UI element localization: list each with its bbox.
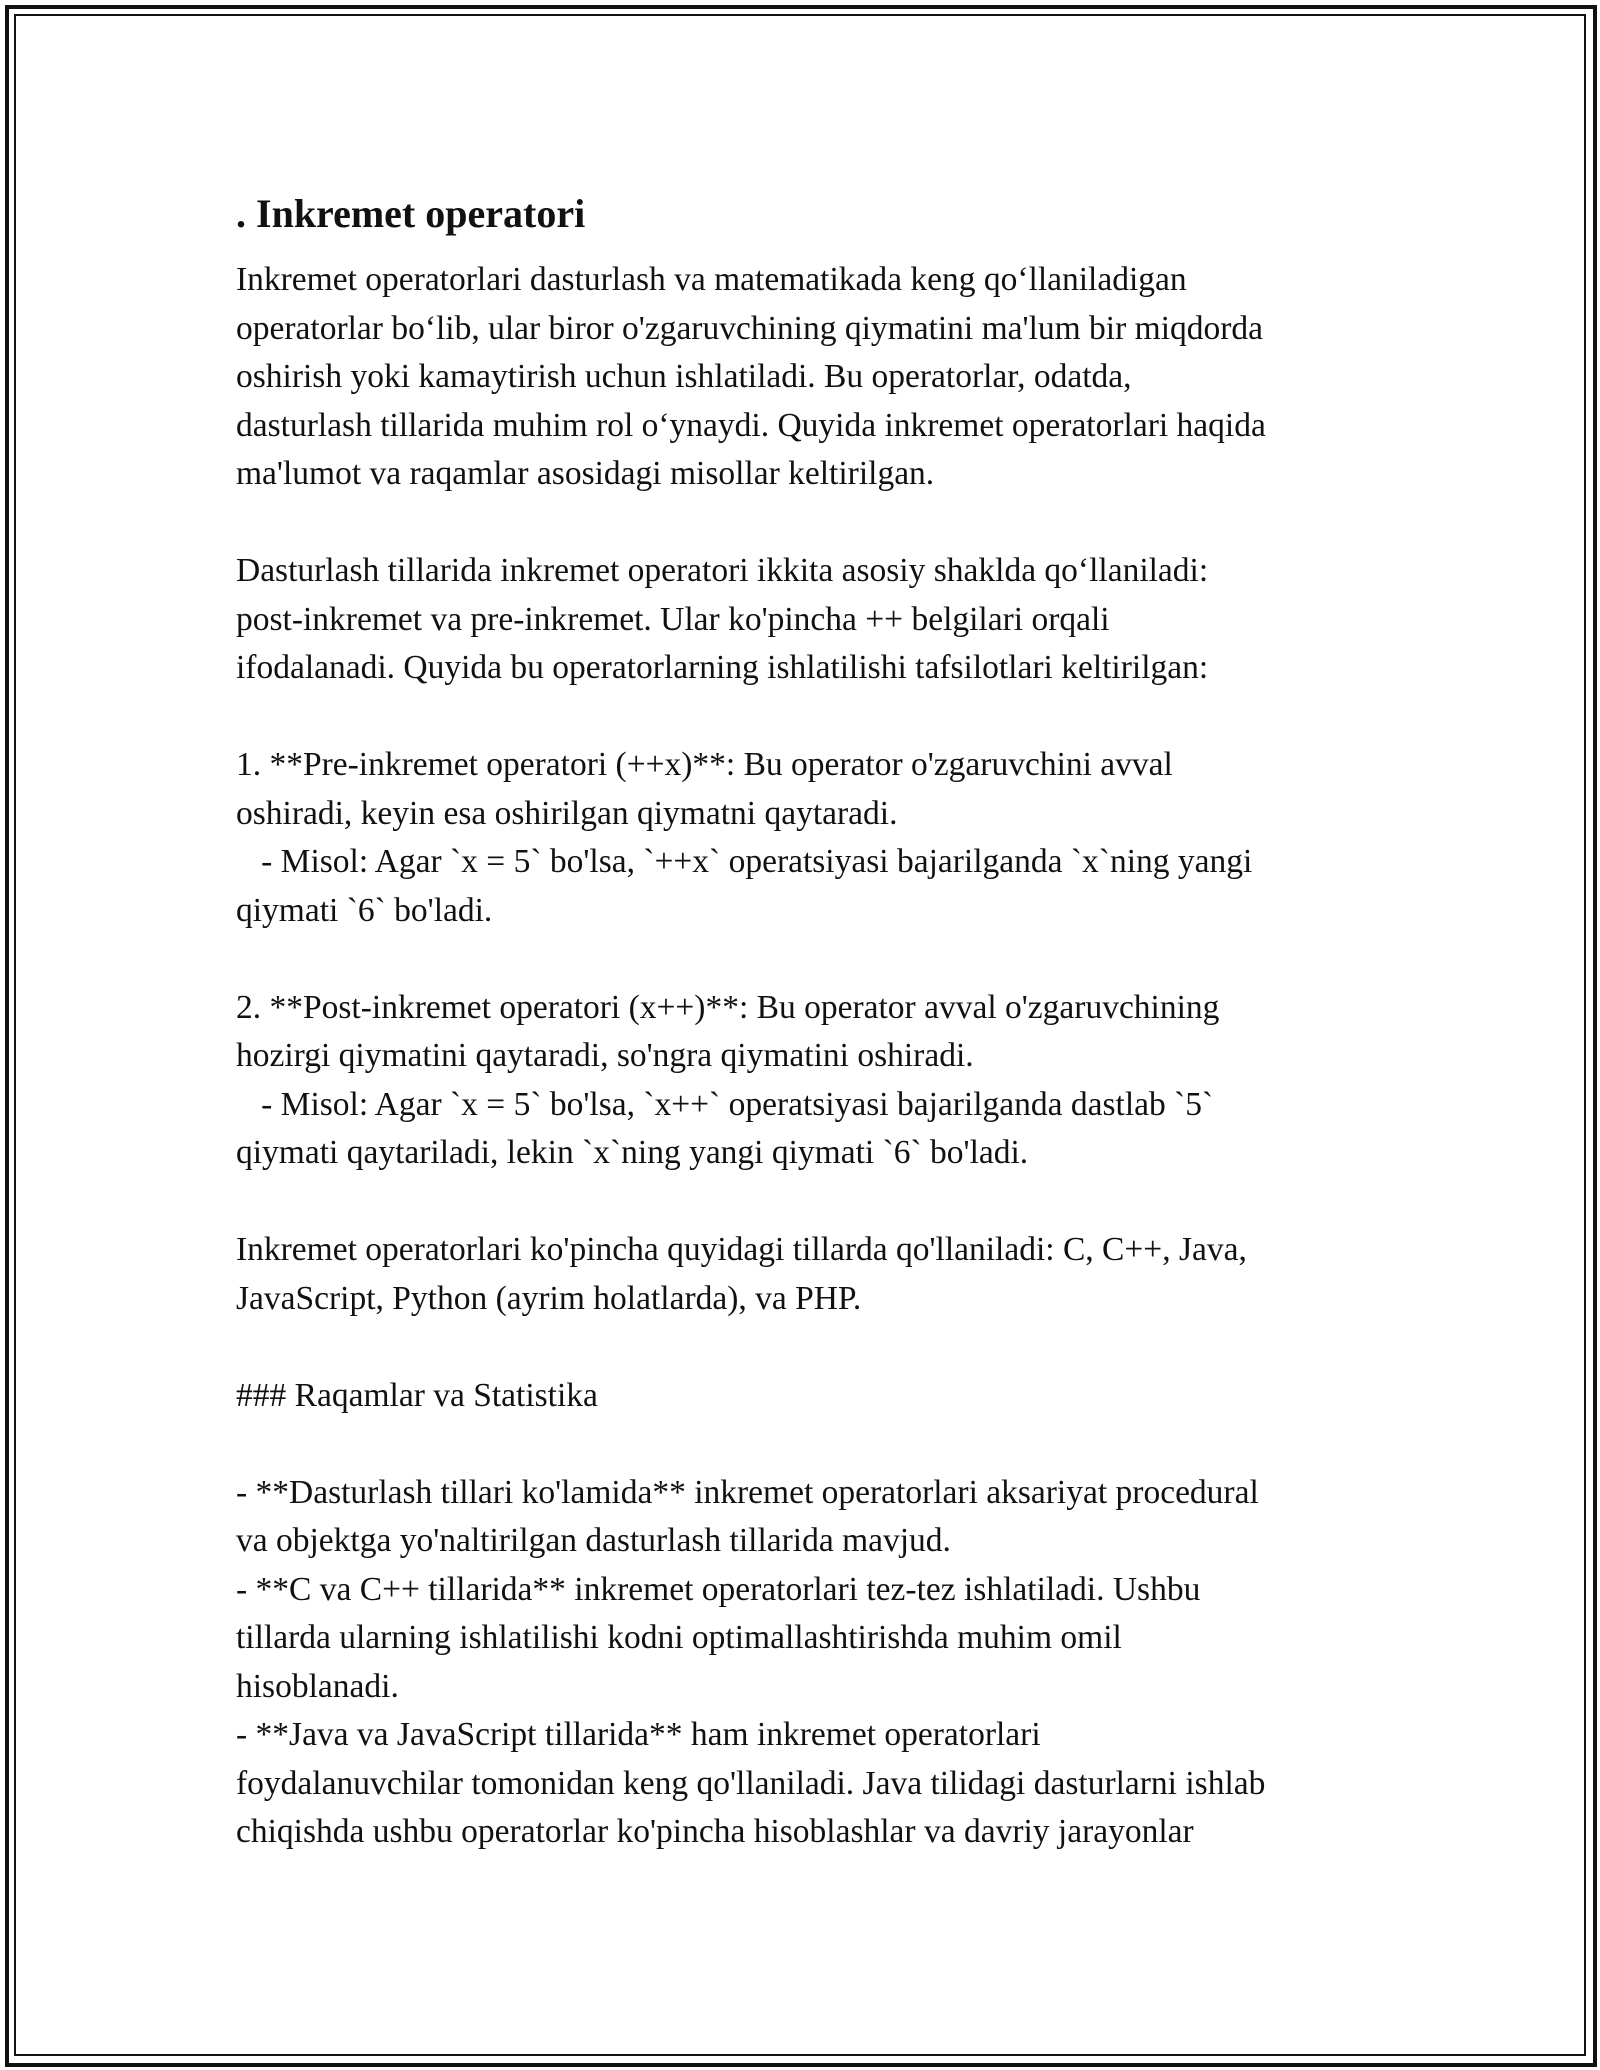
text-line: post-inkremet va pre-inkremet. Ular ko'pincha ++ belgilari orqali	[236, 600, 1110, 638]
text-line: hisoblanadi.	[236, 1667, 399, 1705]
document-body	[236, 186, 1376, 1857]
document-paragraphs	[236, 256, 1376, 1857]
paragraph	[236, 1372, 1376, 1421]
document-title: . Inkremet operatori	[236, 191, 586, 236]
paragraph-gap	[236, 935, 1376, 984]
text-line: qiymati qaytariladi, lekin `x`ning yangi qiymati `6` bo'ladi.	[236, 1134, 1029, 1171]
paragraph-gap	[236, 1420, 1376, 1469]
text-line: 2. **Post-inkremet operatori (x++)**: Bu operator avval o'zgaruvchining	[236, 988, 1220, 1026]
text-line: ### Raqamlar va Statistika	[236, 1376, 598, 1414]
text-line: Dasturlash tillarida inkremet operatori ikkita asosiy shaklda qo‘llaniladi:	[236, 552, 1209, 589]
text-line: - **Java va JavaScript tillarida** ham inkremet operatorlari	[236, 1716, 1041, 1753]
paragraph-gap	[236, 1323, 1376, 1372]
text-line: - Misol: Agar `x = 5` bo'lsa, `++x` operatsiyasi bajarilganda `x`ning yangi	[236, 843, 1253, 880]
paragraph-gap	[236, 499, 1376, 548]
text-line: foydalanuvchilar tomonidan keng qo'llaniladi. Java tilidagi dasturlarni ishlab	[236, 1764, 1266, 1802]
paragraph-gap	[236, 693, 1376, 742]
text-line: hozirgi qiymatini qaytaradi, so'ngra qiymatini oshiradi.	[236, 1037, 974, 1074]
text-line: oshirish yoki kamaytirish uchun ishlatiladi. Bu operatorlar, odatda,	[236, 358, 1132, 395]
paragraph	[236, 1469, 1376, 1857]
text-line: va objektga yo'naltirilgan dasturlash tillarida mavjud.	[236, 1522, 951, 1559]
text-line: Inkremet operatorlari dasturlash va matematikada keng qo‘llaniladigan	[236, 261, 1187, 298]
text-line: - **C va C++ tillarida** inkremet operatorlari tez-tez ishlatiladi. Ushbu	[236, 1570, 1201, 1608]
text-line: dasturlash tillarida muhim rol o‘ynaydi. Quyida inkremet operatorlari haqida	[236, 406, 1266, 444]
text-line: chiqishda ushbu operatorlar ko'pincha hisoblashlar va davriy jarayonlar	[236, 1813, 1194, 1850]
text-line: Inkremet operatorlari ko'pincha quyidagi tillarda qo'llaniladi: C, C++, Java,	[236, 1231, 1247, 1268]
paragraph	[236, 1226, 1376, 1323]
paragraph	[236, 256, 1376, 499]
text-line: qiymati `6` bo'ladi.	[236, 891, 493, 929]
text-line: oshiradi, keyin esa oshirilgan qiymatni qaytaradi.	[236, 794, 898, 832]
paragraph	[236, 741, 1376, 935]
text-line: - Misol: Agar `x = 5` bo'lsa, `x++` operatsiyasi bajarilganda dastlab `5`	[236, 1085, 1214, 1123]
text-line: operatorlar bo‘lib, ular biror o'zgaruvchining qiymatini ma'lum bir miqdorda	[236, 309, 1264, 347]
paragraph-gap	[236, 1178, 1376, 1227]
text-line: ifodalanadi. Quyida bu operatorlarning ishlatilishi tafsilotlari keltirilgan:	[236, 649, 1209, 686]
text-line: JavaScript, Python (ayrim holatlarda), va PHP.	[236, 1279, 862, 1317]
text-line: ma'lumot va raqamlar asosidagi misollar keltirilgan.	[236, 455, 935, 492]
paragraph	[236, 984, 1376, 1178]
text-line: - **Dasturlash tillari ko'lamida** inkremet operatorlari aksariyat procedural	[236, 1473, 1259, 1511]
text-line: 1. **Pre-inkremet operatori (++x)**: Bu operator o'zgaruvchini avval	[236, 746, 1173, 783]
text-line: tillarda ularning ishlatilishi kodni optimallashtirishda muhim omil	[236, 1619, 1122, 1656]
paragraph	[236, 547, 1376, 693]
